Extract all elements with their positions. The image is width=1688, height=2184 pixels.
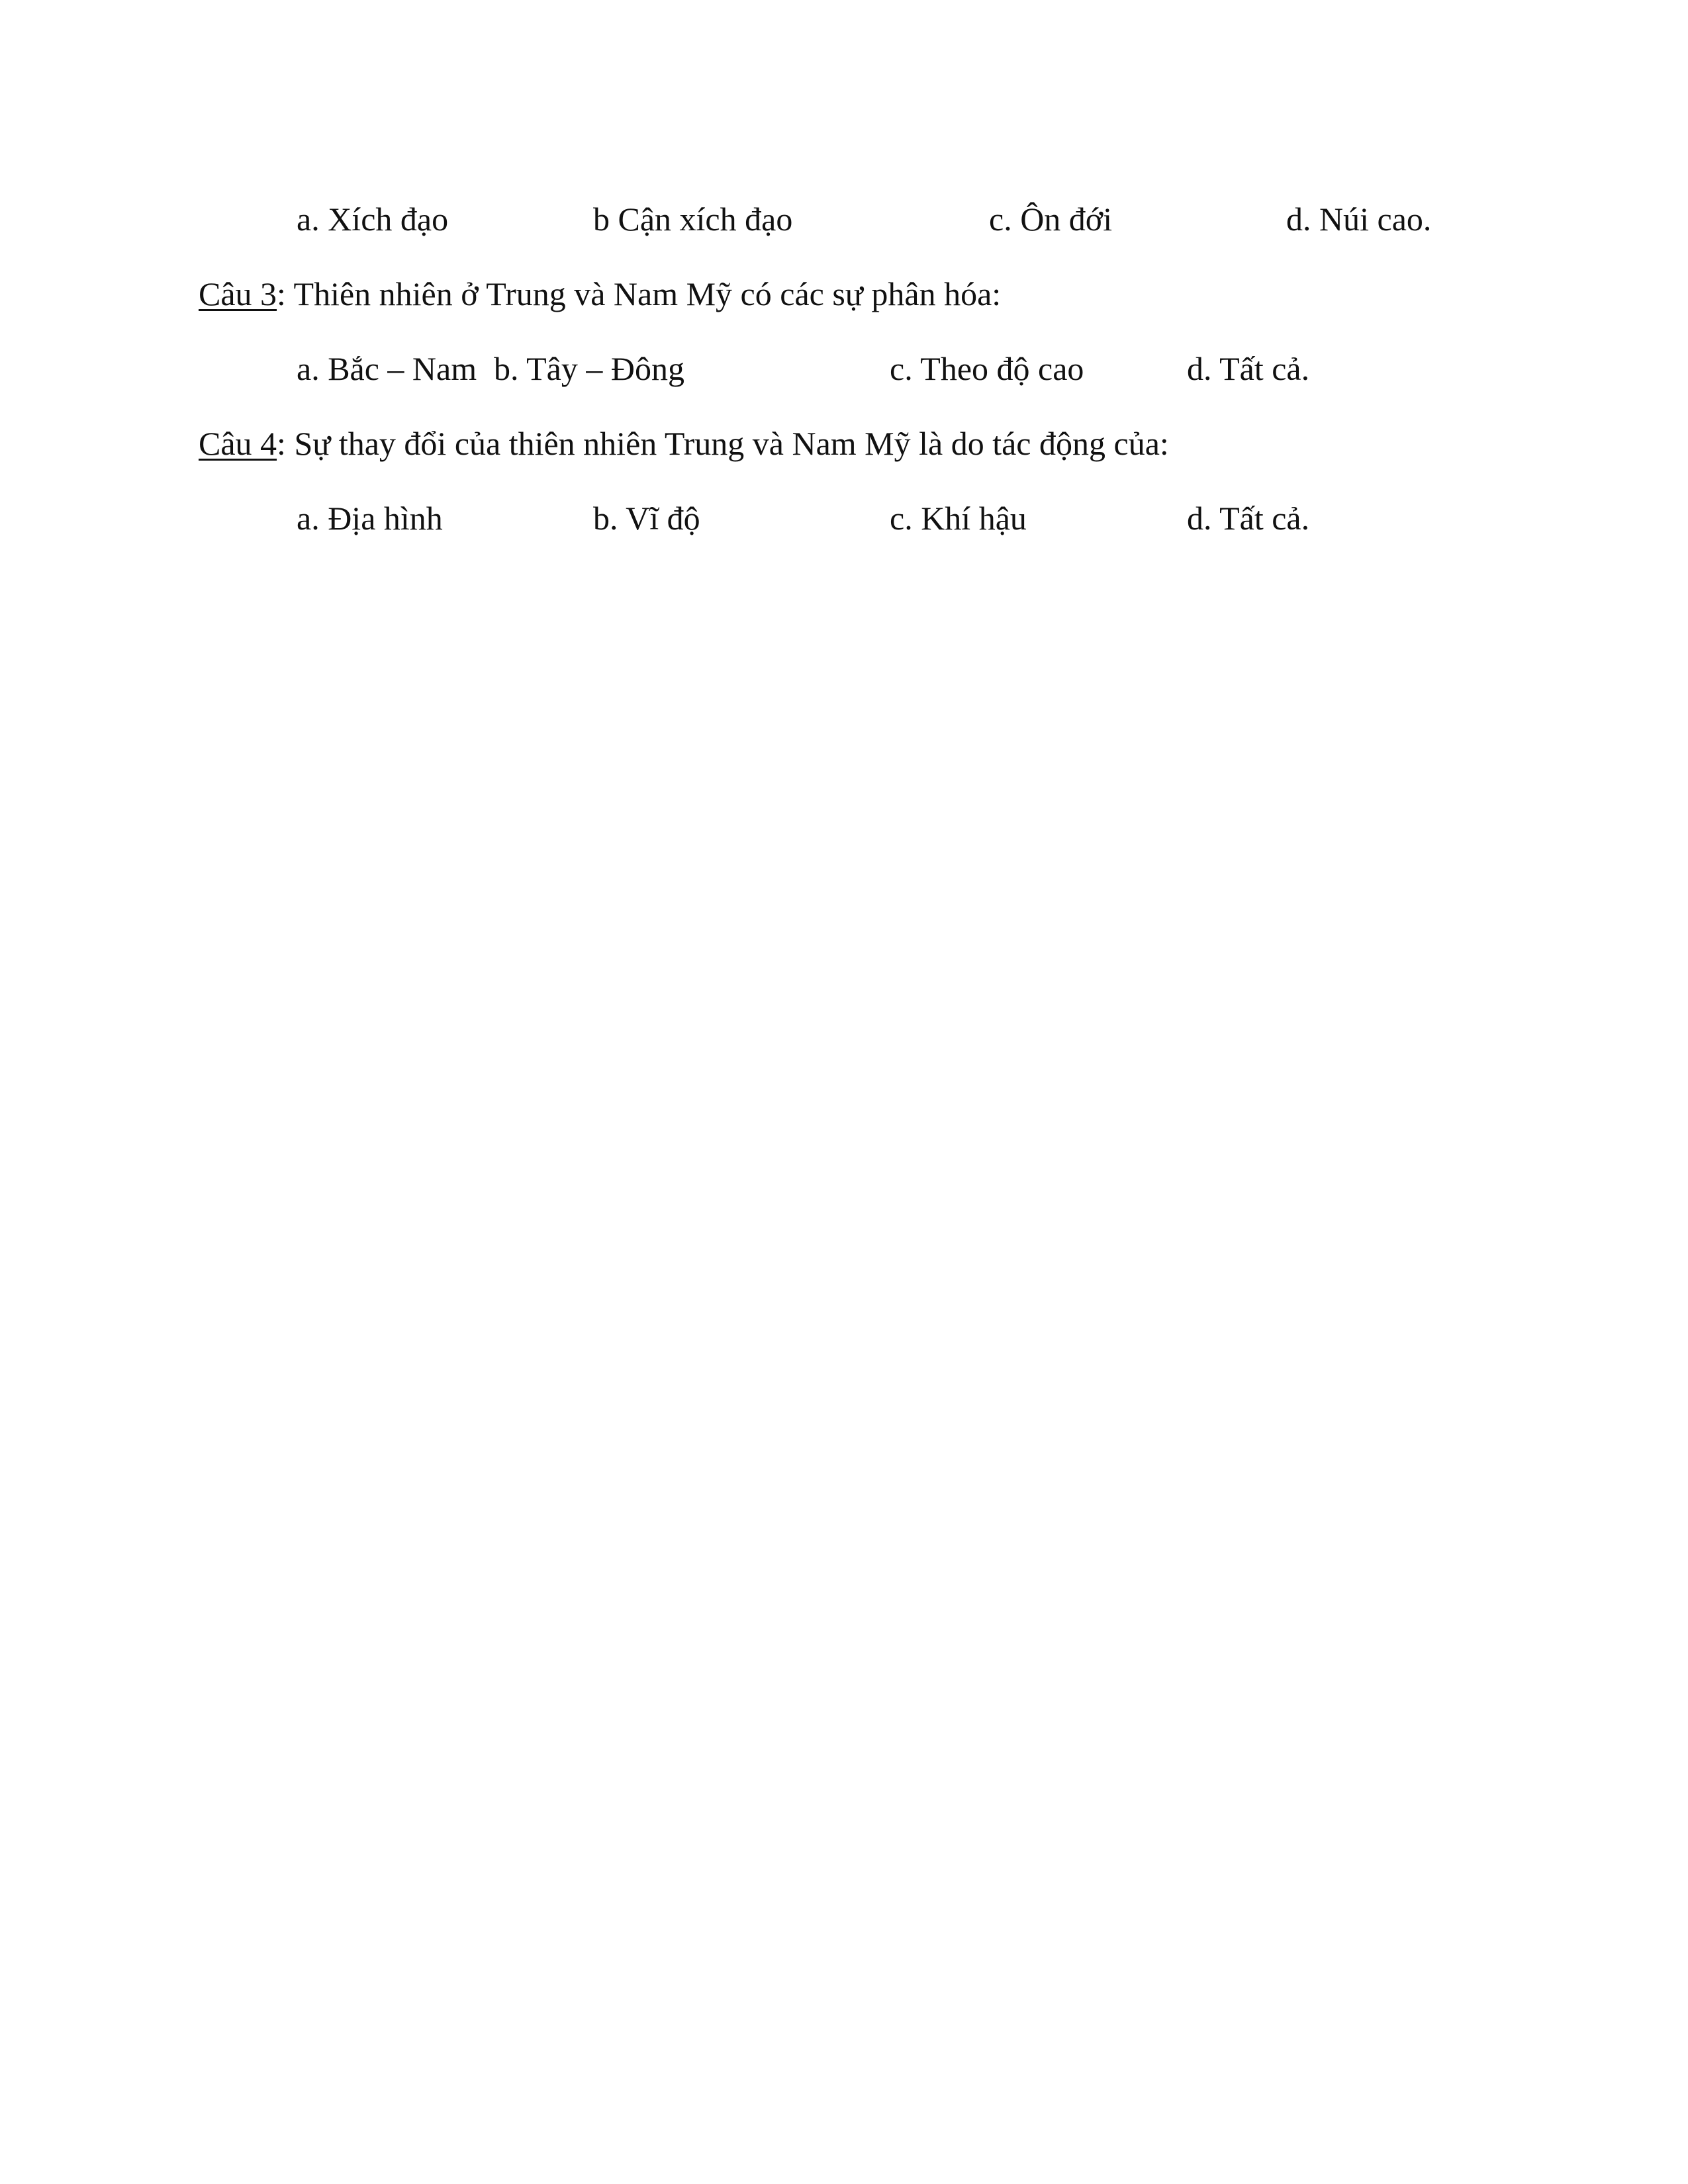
question-4-options [0, 495, 1688, 541]
question-4-stem [199, 420, 1169, 467]
question-4-label: Câu 4 [199, 425, 277, 462]
question-2-option-a: a. Xích đạo [297, 201, 449, 238]
question-2-option-c: c. Ôn đới [989, 201, 1113, 238]
question-3-option-d: d. Tất cả. [1187, 350, 1310, 387]
question-2-option-b: b Cận xích đạo [593, 201, 793, 238]
question-3-label: Câu 3 [199, 275, 277, 312]
question-4-option-d: d. Tất cả. [1187, 500, 1310, 537]
question-4-text: : Sự thay đổi của thiên nhiên Trung và Nam Mỹ là do tác động của: [277, 425, 1169, 462]
question-3-option-b: b. Tây – Đông [494, 350, 684, 387]
question-4-option-c: c. Khí hậu [890, 500, 1027, 537]
question-3 [0, 271, 1688, 317]
question-3-option-a: a. Bắc – Nam [297, 350, 477, 387]
question-4-option-a: a. Địa hình [297, 500, 443, 537]
question-3-text: : Thiên nhiên ở Trung và Nam Mỹ có các sự phân hóa: [277, 275, 1002, 312]
question-2-options [0, 196, 1688, 242]
question-2-option-d: d. Núi cao. [1286, 201, 1432, 238]
question-4 [0, 420, 1688, 467]
question-4-option-b: b. Vĩ độ [593, 500, 700, 537]
question-3-option-c: c. Theo độ cao [890, 350, 1084, 387]
question-3-options [0, 345, 1688, 392]
question-3-stem [199, 271, 1001, 317]
